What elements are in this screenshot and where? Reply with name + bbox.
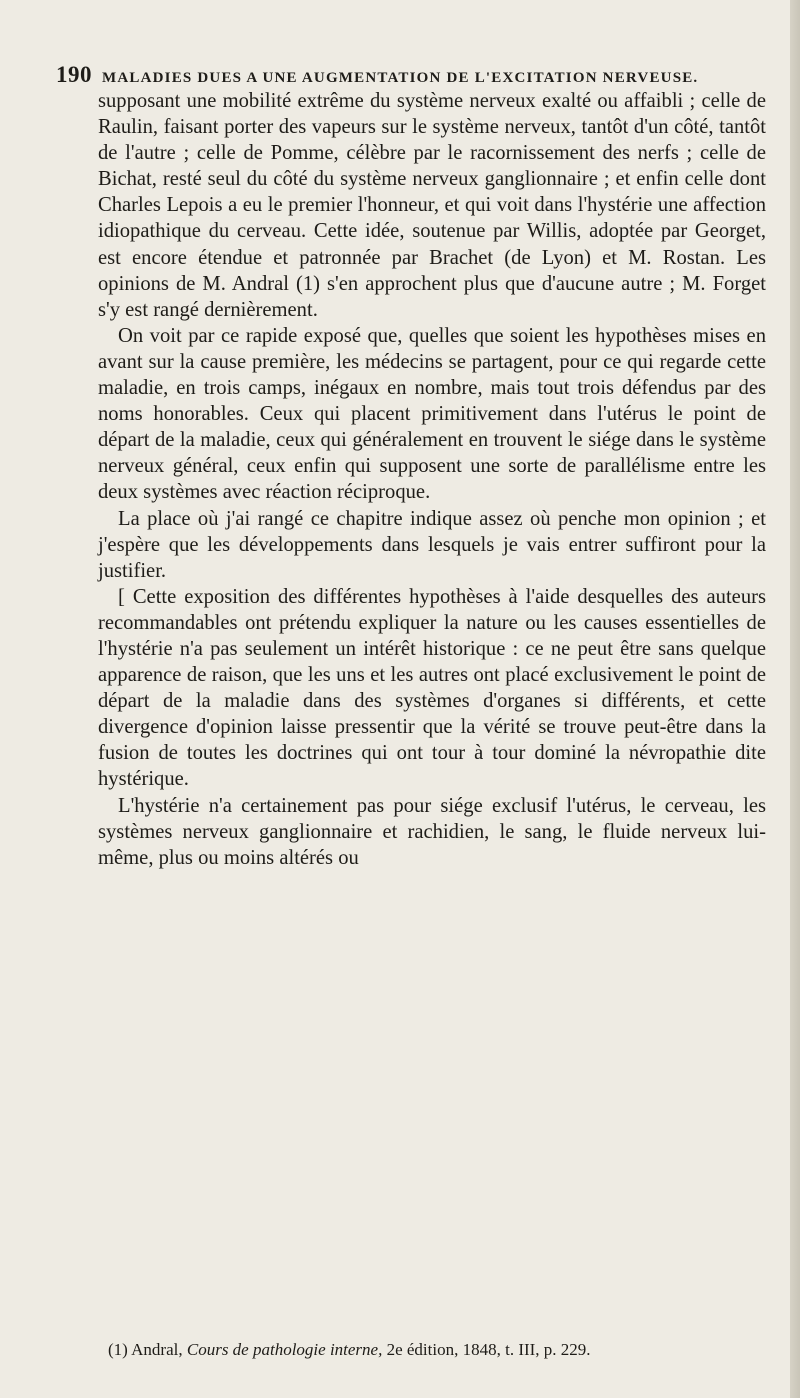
paragraph-5: L'hystérie n'a certainement pas pour siége exclusif l'utérus, le cerveau, les systèmes nerveux ganglionnaire et rachidien, le sang, le fluide nerveux lui-même, plus ou moins altérés ou bbox=[98, 794, 766, 869]
footnote bbox=[108, 1339, 768, 1361]
paragraph-3: La place où j'ai rangé ce chapitre indique assez où penche mon opinion ; et j'espère que les développements dans lesquels je vais entrer suffiront pour la justifier. bbox=[98, 507, 766, 582]
paragraph-2: On voit par ce rapide exposé que, quelles que soient les hypothèses mises en avant sur la cause première, les médecins se partagent, pour ce qui regarde cette maladie, en trois camps, inégaux en nombre, mais tout trois défendus par des noms honorables. Ceux qui placent primitivement dans l'utérus le point de départ de la maladie, ceux qui généralement en trouvent le siége dans le système nerveux général, ceux enfin qui supposent une sorte de parallélisme entre les deux systèmes avec réaction réciproque. bbox=[98, 324, 766, 504]
paragraph-1: supposant une mobilité extrême du système nerveux exalté ou affaibli ; celle de Raulin, faisant porter des vapeurs sur le système nerveux, tantôt d'un côté, tantôt de l'autre ; celle de Pomme, célèbre par le racornissement des nerfs ; celle de Bichat, resté seul du côté du système nerveux ganglionnaire ; et enfin celle dont Charles Lepois a eu le premier l'honneur, et qui voit dans l'hystérie une affection idiopathique du cerveau. Cette idée, soutenue par Willis, adoptée par Georget, est encore étendue et patronnée par Brachet (de Lyon) et M. Rostan. Les opinions de M. Andral (1) s'en approchent plus que d'aucune autre ; M. Forget s'y est rangé dernièrement. bbox=[98, 90, 766, 321]
page-header bbox=[56, 62, 766, 88]
footnote-work-title: Cours de pathologie interne, bbox=[186, 1340, 383, 1359]
paragraph-4: [ Cette exposition des différentes hypothèses à l'aide desquelles des auteurs recommandables ont prétendu expliquer la nature ou les causes essentielles de l'hystérie n'a pas seulement un intérêt historique : ce ne peut être sans quelque apparence de raison, que les uns et les autres ont placé exclusivement le point de départ de la maladie dans des systèmes d'organes si différents, et cette divergence d'opinion laisse pressentir que la vérité se trouve peut-être dans la fusion de toutes les doctrines qui ont tour à tour dominé la névropathie dite hystérique. bbox=[98, 585, 766, 791]
footnote-marker: (1) bbox=[108, 1340, 128, 1359]
footnote-author: Andral, bbox=[131, 1340, 183, 1359]
running-title: MALADIES DUES A UNE AUGMENTATION DE L'EXCITATION NERVEUSE. bbox=[102, 70, 699, 86]
page-edge-shadow bbox=[790, 0, 800, 1398]
body-text bbox=[98, 88, 766, 871]
page-number: 190 bbox=[56, 62, 92, 87]
footnote-details: 2e édition, 1848, t. III, p. 229. bbox=[386, 1340, 591, 1359]
